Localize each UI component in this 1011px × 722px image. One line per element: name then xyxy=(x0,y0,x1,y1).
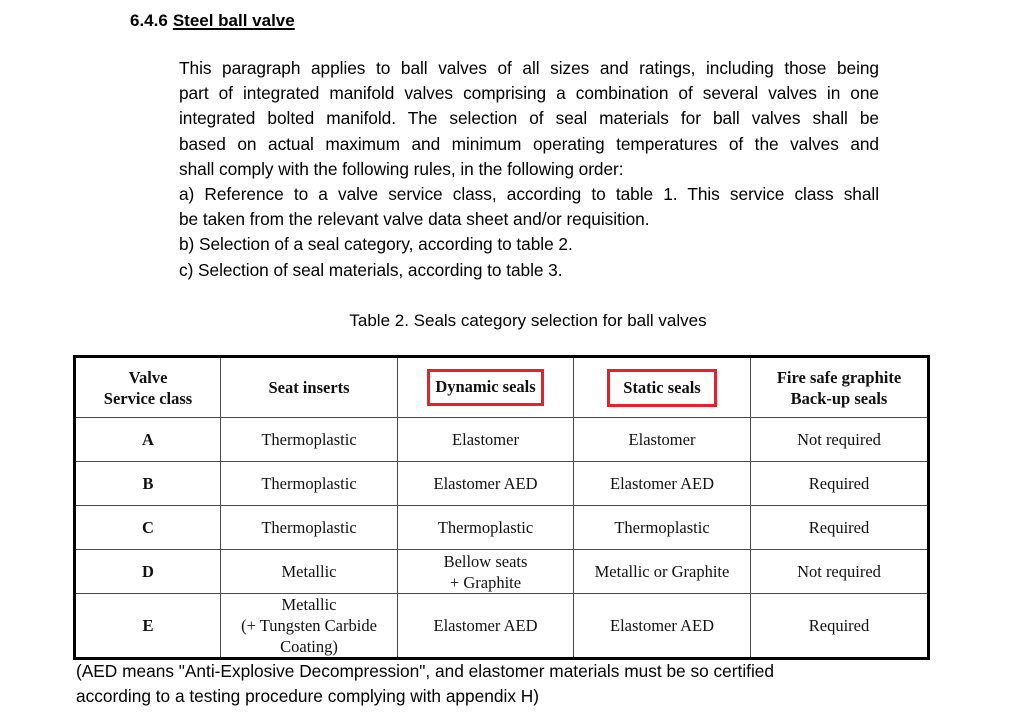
cell-static-seals: Elastomer xyxy=(574,418,751,462)
cell-dynamic-seals-line2: + Graphite xyxy=(449,572,522,592)
header-static-seals xyxy=(574,357,751,418)
cell-fire-safe: Not required xyxy=(751,550,929,594)
footnote-line2: according to a testing procedure complying with appendix H) xyxy=(76,686,540,706)
highlight-box-static-seals: Static seals xyxy=(607,369,716,407)
table-row xyxy=(75,550,929,594)
table-row xyxy=(75,418,929,462)
cell-seat-inserts-line2: (+ Tungsten Carbide xyxy=(241,616,377,635)
rule-a-line: be taken from the relevant valve data sheet and/or requisition. xyxy=(179,209,650,230)
cell-static-seals: Thermoplastic xyxy=(574,506,751,550)
cell-service-class: E xyxy=(75,594,221,659)
cell-service-class: C xyxy=(75,506,221,550)
table-row xyxy=(75,462,929,506)
cell-fire-safe: Required xyxy=(751,462,929,506)
table-footnote xyxy=(76,659,774,709)
table-row xyxy=(75,594,929,659)
paragraph-line: part of integrated manifold valves comprising a combination of several valves in one xyxy=(179,83,879,104)
cell-seat-inserts-line3: Coating) xyxy=(280,637,338,656)
footnote-line1: (AED means "Anti-Explosive Decompression", and elastomer materials must be so certified xyxy=(76,661,775,681)
cell-dynamic-seals: Elastomer AED xyxy=(398,594,574,659)
rule-a-line: a) Reference to a valve service class, according to table 1. This service class shall xyxy=(179,183,879,204)
table-header-row xyxy=(75,357,929,418)
cell-dynamic-seals-line1: Bellow seats xyxy=(443,551,528,571)
cell-fire-safe: Not required xyxy=(751,418,929,462)
section-title: Steel ball valve xyxy=(172,11,295,30)
cell-static-seals: Metallic or Graphite xyxy=(574,550,751,594)
cell-service-class: D xyxy=(75,550,221,594)
cell-service-class: B xyxy=(75,462,221,506)
section-heading xyxy=(130,10,295,32)
cell-dynamic-seals: Elastomer xyxy=(398,418,574,462)
header-seat-inserts: Seat inserts xyxy=(221,357,398,418)
cell-seat-inserts: Metallic xyxy=(221,550,398,594)
cell-seat-inserts: Thermoplastic xyxy=(221,506,398,550)
cell-seat-inserts: Thermoplastic xyxy=(221,418,398,462)
header-fire-safe-line2: Back-up seals xyxy=(790,388,888,408)
paragraph-line: shall comply with the following rules, in the following order: xyxy=(179,158,624,179)
body-paragraph xyxy=(179,56,879,283)
header-service-class-line2: Service class xyxy=(103,388,193,408)
paragraph-line: based on actual maximum and minimum operating temperatures of the valves and xyxy=(179,133,879,154)
cell-static-seals: Elastomer AED xyxy=(574,462,751,506)
cell-dynamic-seals: Thermoplastic xyxy=(398,506,574,550)
cell-dynamic-seals xyxy=(398,550,574,594)
cell-seat-inserts xyxy=(221,594,398,659)
cell-service-class: A xyxy=(75,418,221,462)
cell-seat-inserts-line1: Metallic xyxy=(281,595,337,614)
cell-fire-safe: Required xyxy=(751,506,929,550)
header-fire-safe-line1: Fire safe graphite xyxy=(776,367,902,387)
header-dynamic-seals xyxy=(398,357,574,418)
seals-category-table xyxy=(73,355,930,660)
rule-c-line: c) Selection of seal materials, according to table 3. xyxy=(179,259,563,280)
paragraph-line: This paragraph applies to ball valves of all sizes and ratings, including those being xyxy=(179,58,879,78)
rule-b-line: b) Selection of a seal category, according to table 2. xyxy=(179,234,573,255)
cell-fire-safe: Required xyxy=(751,594,929,659)
header-service-class xyxy=(75,357,221,418)
highlight-box-dynamic-seals: Dynamic seals xyxy=(427,369,543,406)
cell-static-seals: Elastomer AED xyxy=(574,594,751,659)
paragraph-line: integrated bolted manifold. The selection of seal materials for ball valves shall be xyxy=(179,108,879,129)
section-number: 6.4.6 xyxy=(130,11,168,30)
table-row xyxy=(75,506,929,550)
table-caption: Table 2. Seals category selection for ball valves xyxy=(349,311,707,330)
header-service-class-line1: Valve xyxy=(128,367,168,387)
header-fire-safe xyxy=(751,357,929,418)
cell-dynamic-seals: Elastomer AED xyxy=(398,462,574,506)
cell-seat-inserts: Thermoplastic xyxy=(221,462,398,506)
